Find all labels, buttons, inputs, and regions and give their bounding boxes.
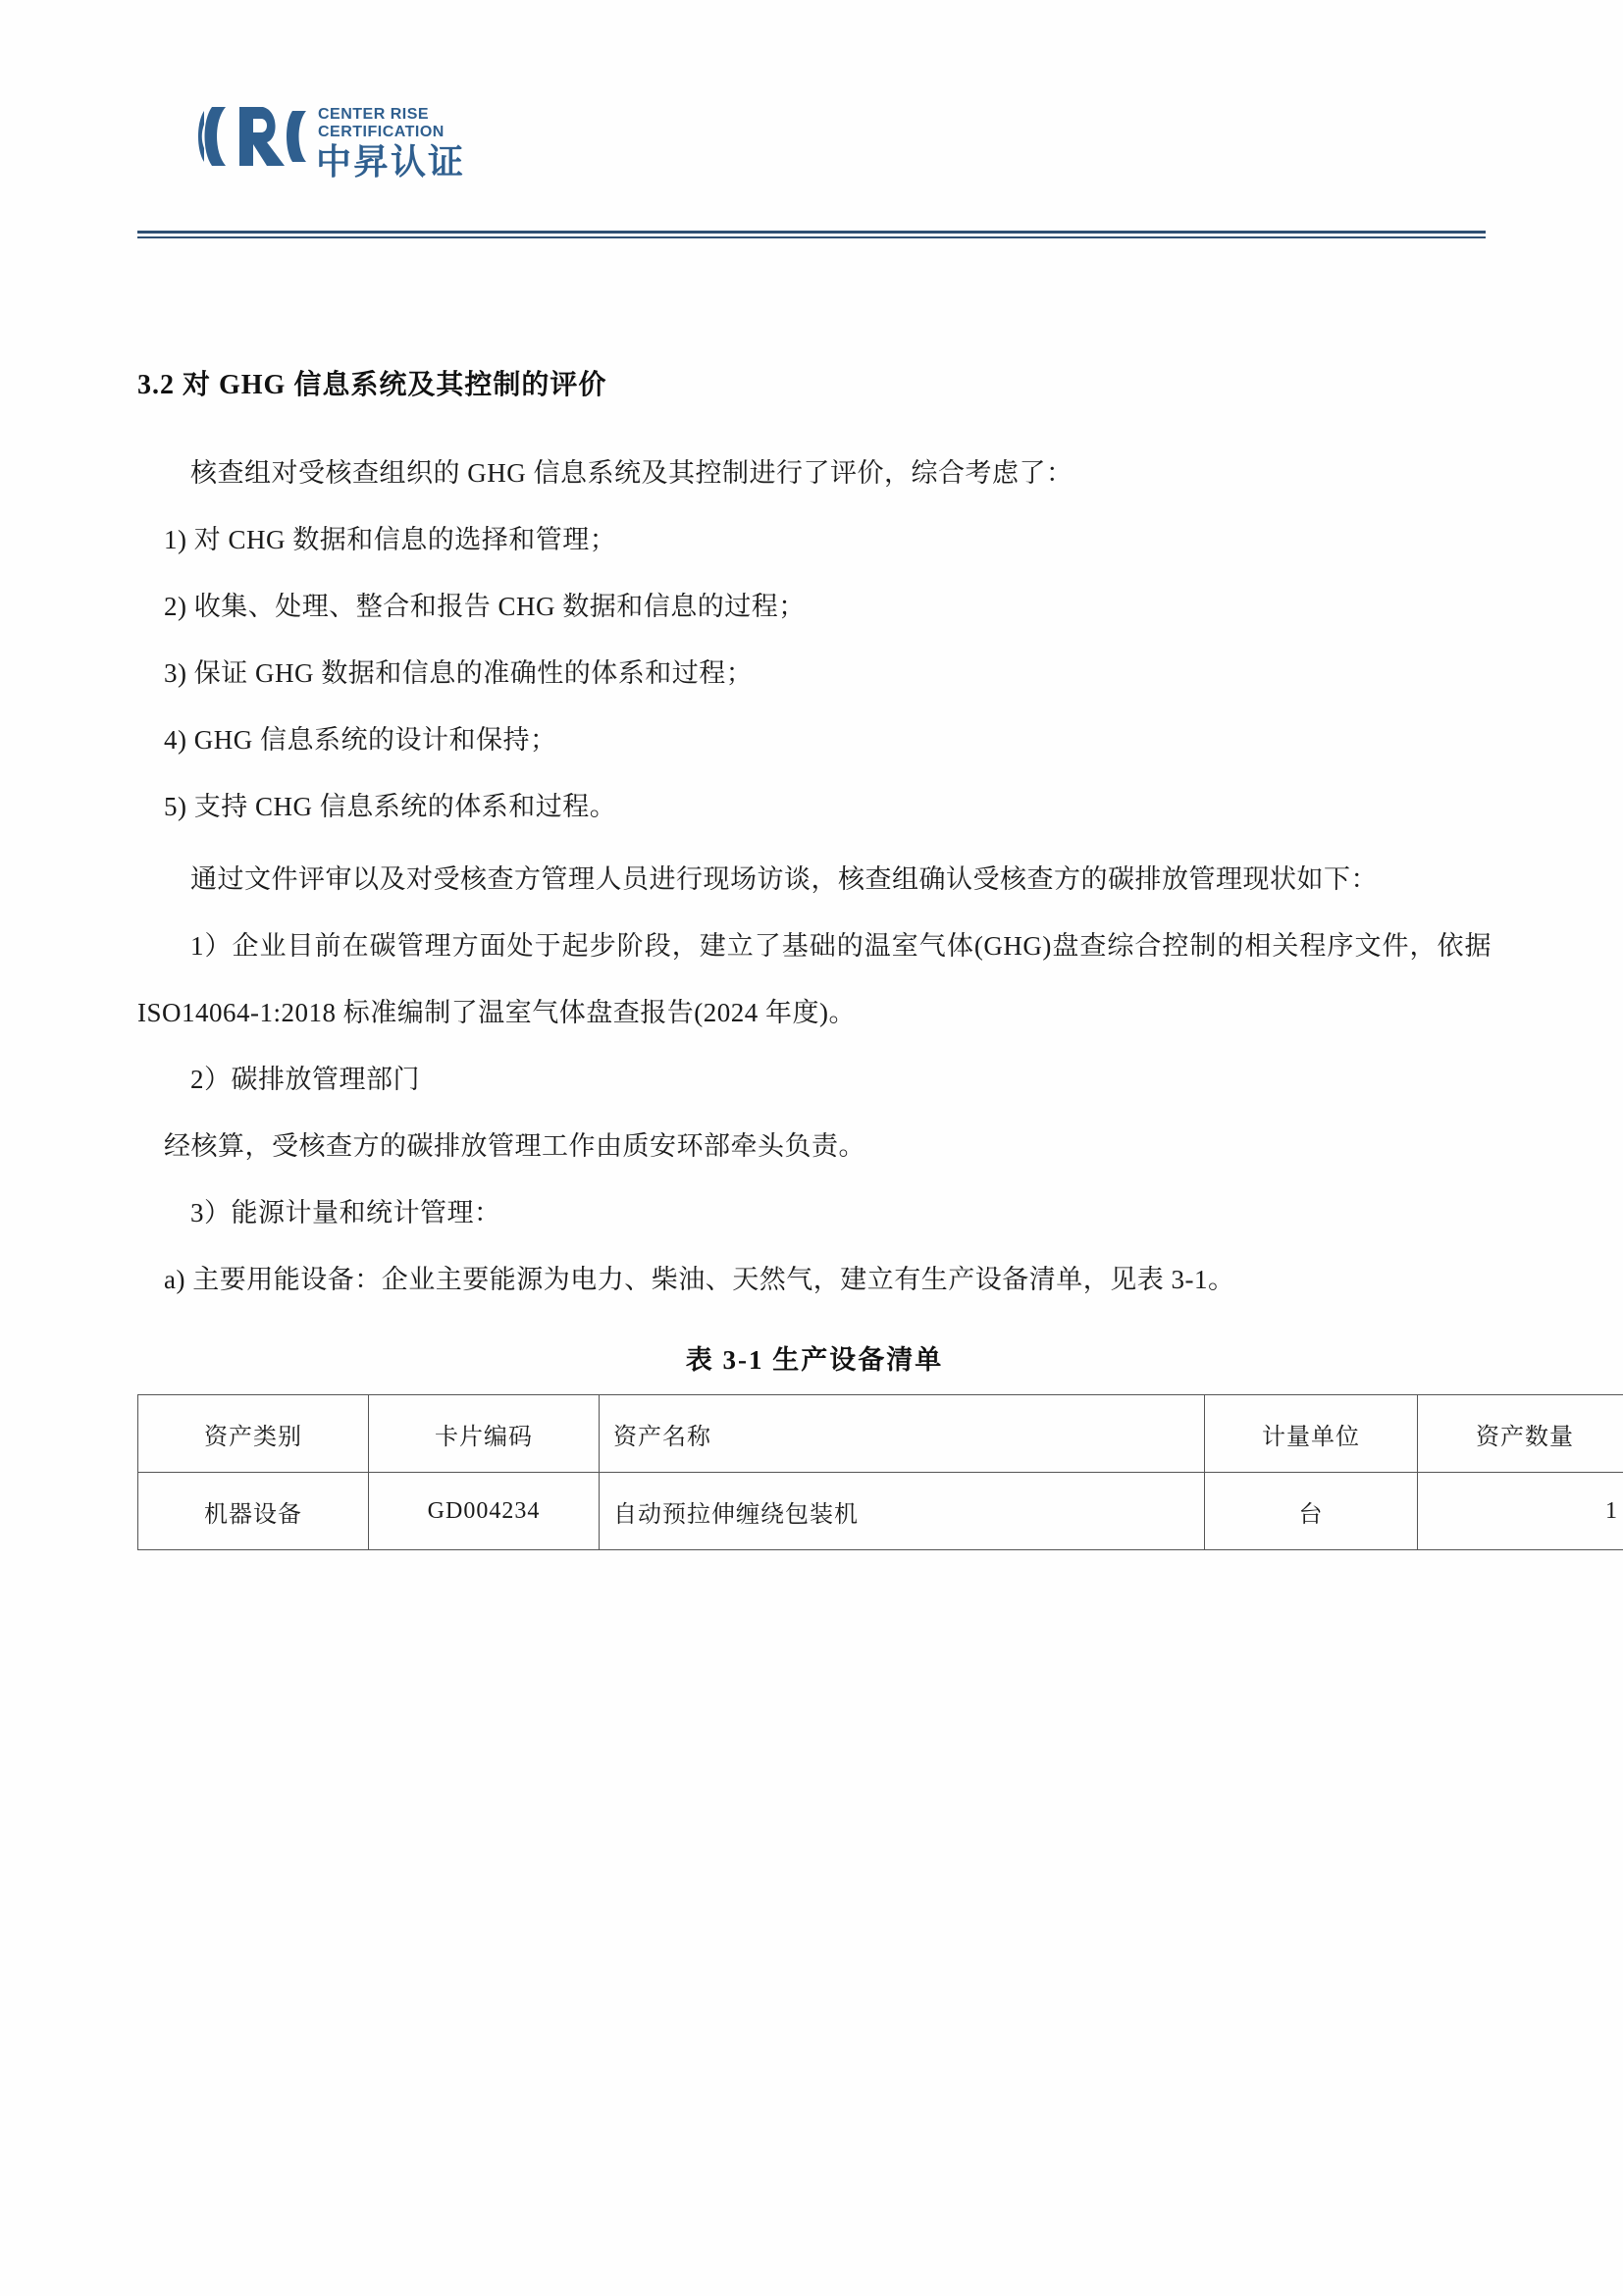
cell-asset-name: 自动预拉伸缠绕包装机: [600, 1473, 1205, 1550]
cell-asset-type: 机器设备: [138, 1473, 369, 1550]
table-caption: 表 3-1 生产设备清单: [685, 1345, 944, 1375]
cell-card-code: GD004234: [369, 1473, 600, 1550]
table-header-card-code: 卡片编码: [369, 1395, 600, 1473]
section-heading: 3.2 对 GHG 信息系统及其控制的评价: [137, 370, 607, 400]
paragraph-item-4: 4) GHG 信息系统的设计和保持；: [164, 725, 557, 755]
paragraph-intro: 核查组对受核查组织的 GHG 信息系统及其控制进行了评价，综合考虑了：: [190, 458, 1073, 488]
table-header-quantity: 资产数量: [1418, 1395, 1623, 1473]
table-header-asset-name: 资产名称: [600, 1395, 1205, 1473]
paragraph-status-2-detail: 经核算，受核查方的碳排放管理工作由质安环部牵头负责。: [164, 1131, 865, 1161]
paragraph-item-2: 2) 收集、处理、整合和报告 CHG 数据和信息的过程；: [164, 592, 806, 621]
paragraph-status-1: 1）企业目前在碳管理方面处于起步阶段，建立了基础的温室气体(GHG)盘查综合控制的相关程序文件，依据 ISO14064-1:2018 标准编制了温室气体盘查报告(2024 年度)。: [137, 931, 1492, 1027]
paragraph-item-3: 3) 保证 GHG 数据和信息的准确性的体系和过程；: [164, 658, 754, 688]
paragraph-status-3-detail: a) 主要用能设备：企业主要能源为电力、柴油、天然气，建立有生产设备清单，见表 3-1。: [164, 1265, 1235, 1294]
table-header-row: [138, 1395, 1623, 1473]
logo-en-line2: CERTIFICATION: [318, 124, 445, 140]
cell-unit: 台: [1205, 1473, 1418, 1550]
cell-quantity: 1: [1418, 1473, 1623, 1550]
company-logo: [196, 93, 491, 196]
logo-en-line1: CENTER RISE: [318, 106, 430, 123]
page-header: [137, 93, 1492, 240]
paragraph-review-summary: 通过文件评审以及对受核查方管理人员进行现场访谈，核查组确认受核查方的碳排放管理现状如下：: [190, 864, 1378, 894]
document-body: [137, 363, 1618, 1550]
table-header-asset-type: 资产类别: [138, 1395, 369, 1473]
table-header-unit: 计量单位: [1205, 1395, 1418, 1473]
header-divider: [137, 231, 1486, 239]
paragraph-status-3: 3）能源计量和统计管理：: [190, 1198, 501, 1227]
paragraph-item-5: 5) 支持 CHG 信息系统的体系和过程。: [164, 792, 617, 821]
paragraph-status-2: 2）碳排放管理部门: [190, 1065, 420, 1094]
paragraph-item-1: 1) 对 CHG 数据和信息的选择和管理；: [164, 525, 617, 554]
equipment-table: [137, 1394, 1623, 1550]
table-row: [138, 1473, 1623, 1550]
logo-cn: 中昇认证: [316, 141, 466, 182]
